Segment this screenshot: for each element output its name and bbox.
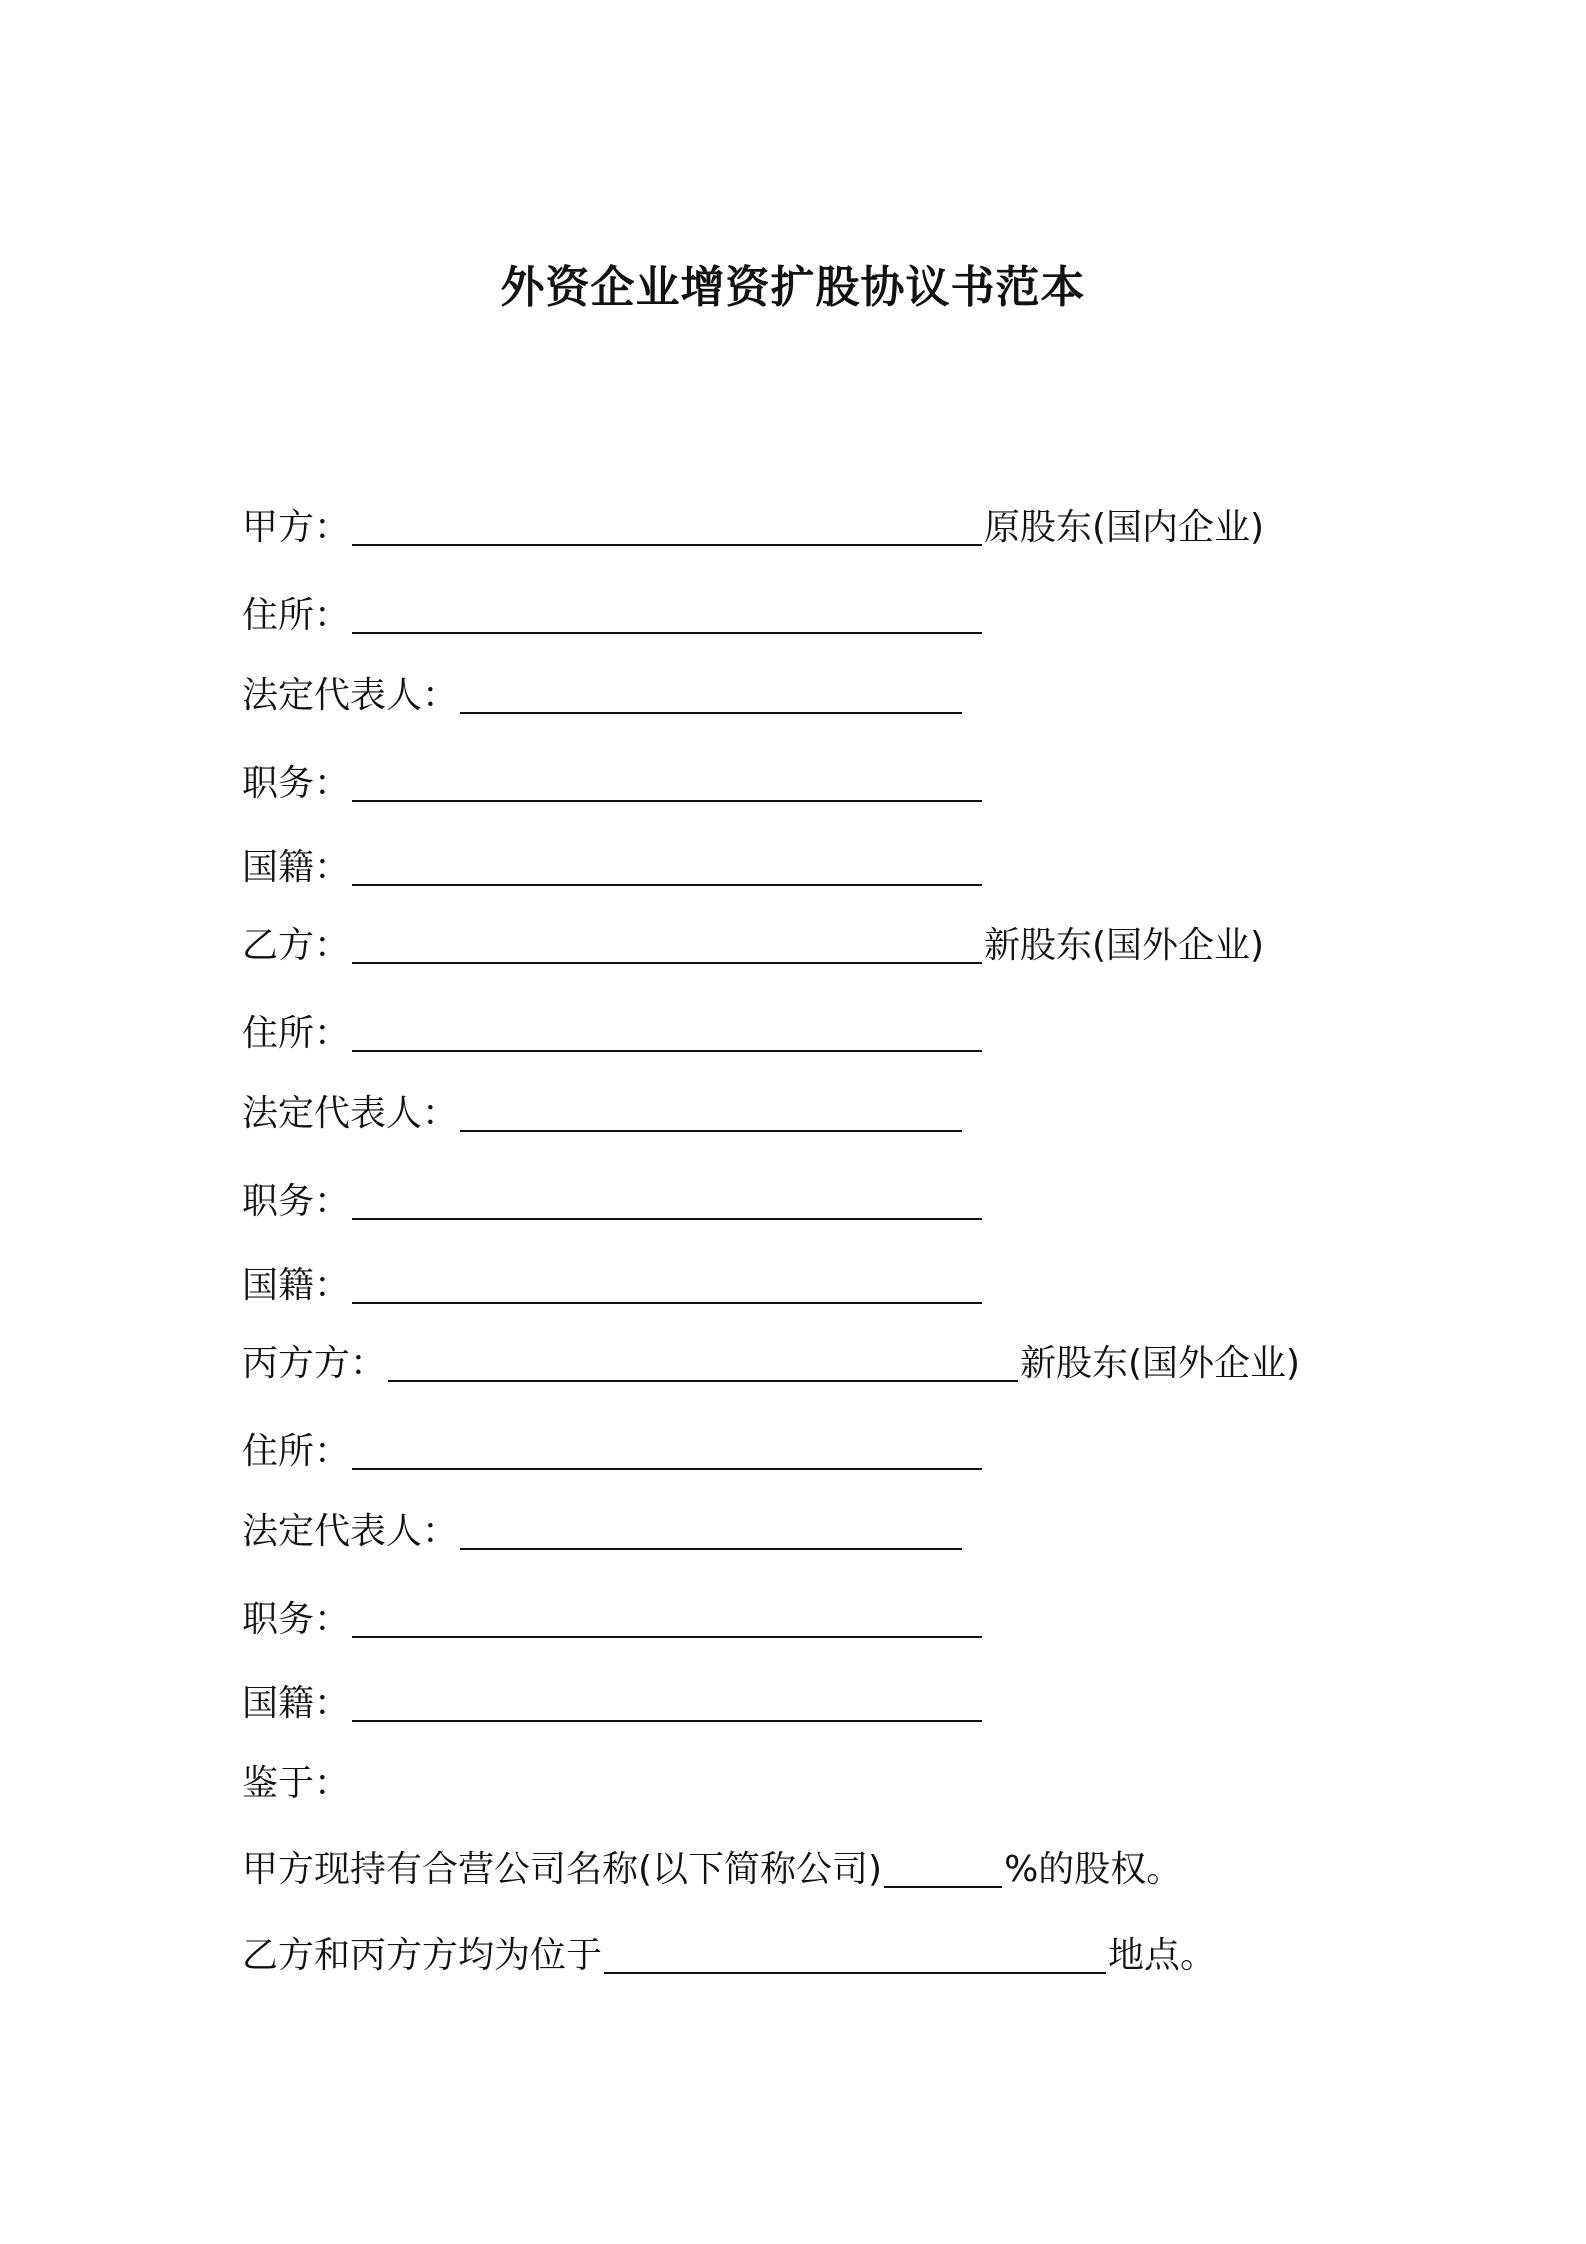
party-c-line <box>242 1336 1300 1392</box>
clause-2-prefix: 乙方和丙方方均为位于 <box>242 1935 603 1976</box>
clause-1-suffix: %的股权。 <box>1004 1849 1183 1890</box>
clause-1-prefix: 甲方现持有合营公司名称(以下简称公司) <box>242 1849 883 1890</box>
party-b-address-blank[interactable] <box>352 1010 982 1052</box>
party-c-legal-rep-label: 法定代表人： <box>242 1511 459 1552</box>
party-c-suffix: 新股东(国外企业) <box>1020 1343 1301 1384</box>
party-b-label: 乙方： <box>242 925 351 966</box>
party-c-address-label: 住所： <box>242 1431 351 1472</box>
party-a-name-blank[interactable] <box>352 504 982 546</box>
party-a-nationality-line <box>242 840 984 896</box>
party-c-nationality-blank[interactable] <box>352 1680 982 1722</box>
party-a-address-blank[interactable] <box>352 592 982 634</box>
party-a-nationality-label: 国籍： <box>242 847 351 888</box>
party-c-address-blank[interactable] <box>352 1428 982 1470</box>
party-b-position-line <box>242 1174 984 1230</box>
party-c-label: 丙方方： <box>242 1343 387 1384</box>
party-b-nationality-label: 国籍： <box>242 1265 351 1306</box>
party-c-address-line <box>242 1424 984 1480</box>
party-a-legal-rep-label: 法定代表人： <box>242 675 459 716</box>
party-b-address-label: 住所： <box>242 1013 351 1054</box>
clause-1-percent-blank[interactable] <box>884 1846 1002 1888</box>
party-c-position-label: 职务： <box>242 1599 351 1640</box>
party-a-nationality-blank[interactable] <box>352 844 982 886</box>
party-a-address-label: 住所： <box>242 595 351 636</box>
party-a-position-label: 职务： <box>242 763 351 804</box>
party-c-position-line <box>242 1592 984 1648</box>
party-a-address-line <box>242 588 984 644</box>
party-b-position-label: 职务： <box>242 1181 351 1222</box>
party-b-address-line <box>242 1006 984 1062</box>
party-a-legal-rep-blank[interactable] <box>460 672 962 714</box>
party-b-nationality-blank[interactable] <box>352 1262 982 1304</box>
clause-2-line <box>242 1928 1216 1984</box>
party-b-name-blank[interactable] <box>352 922 982 964</box>
party-b-line <box>242 918 1264 974</box>
party-c-nationality-line <box>242 1676 984 1732</box>
party-b-nationality-line <box>242 1258 984 1314</box>
clause-2-location-blank[interactable] <box>604 1932 1106 1974</box>
party-a-position-blank[interactable] <box>352 760 982 802</box>
clause-1-line <box>242 1842 1182 1898</box>
party-a-label: 甲方： <box>242 507 351 548</box>
party-a-line <box>242 500 1264 556</box>
party-b-legal-rep-line <box>242 1086 964 1142</box>
party-a-suffix: 原股东(国内企业) <box>984 507 1265 548</box>
clause-2-suffix: 地点。 <box>1108 1935 1217 1976</box>
party-a-legal-rep-line <box>242 668 964 724</box>
party-c-name-blank[interactable] <box>388 1340 1018 1382</box>
party-b-suffix: 新股东(国外企业) <box>984 925 1265 966</box>
whereas-label: 鉴于： <box>242 1763 351 1804</box>
party-c-legal-rep-line <box>242 1504 964 1560</box>
party-c-nationality-label: 国籍： <box>242 1683 351 1724</box>
party-b-legal-rep-blank[interactable] <box>460 1090 962 1132</box>
document-title: 外资企业增资扩股协议书范本 <box>500 262 1086 313</box>
party-c-legal-rep-blank[interactable] <box>460 1508 962 1550</box>
party-b-legal-rep-label: 法定代表人： <box>242 1093 459 1134</box>
party-c-position-blank[interactable] <box>352 1596 982 1638</box>
whereas-line <box>242 1756 350 1812</box>
party-a-position-line <box>242 756 984 812</box>
party-b-position-blank[interactable] <box>352 1178 982 1220</box>
